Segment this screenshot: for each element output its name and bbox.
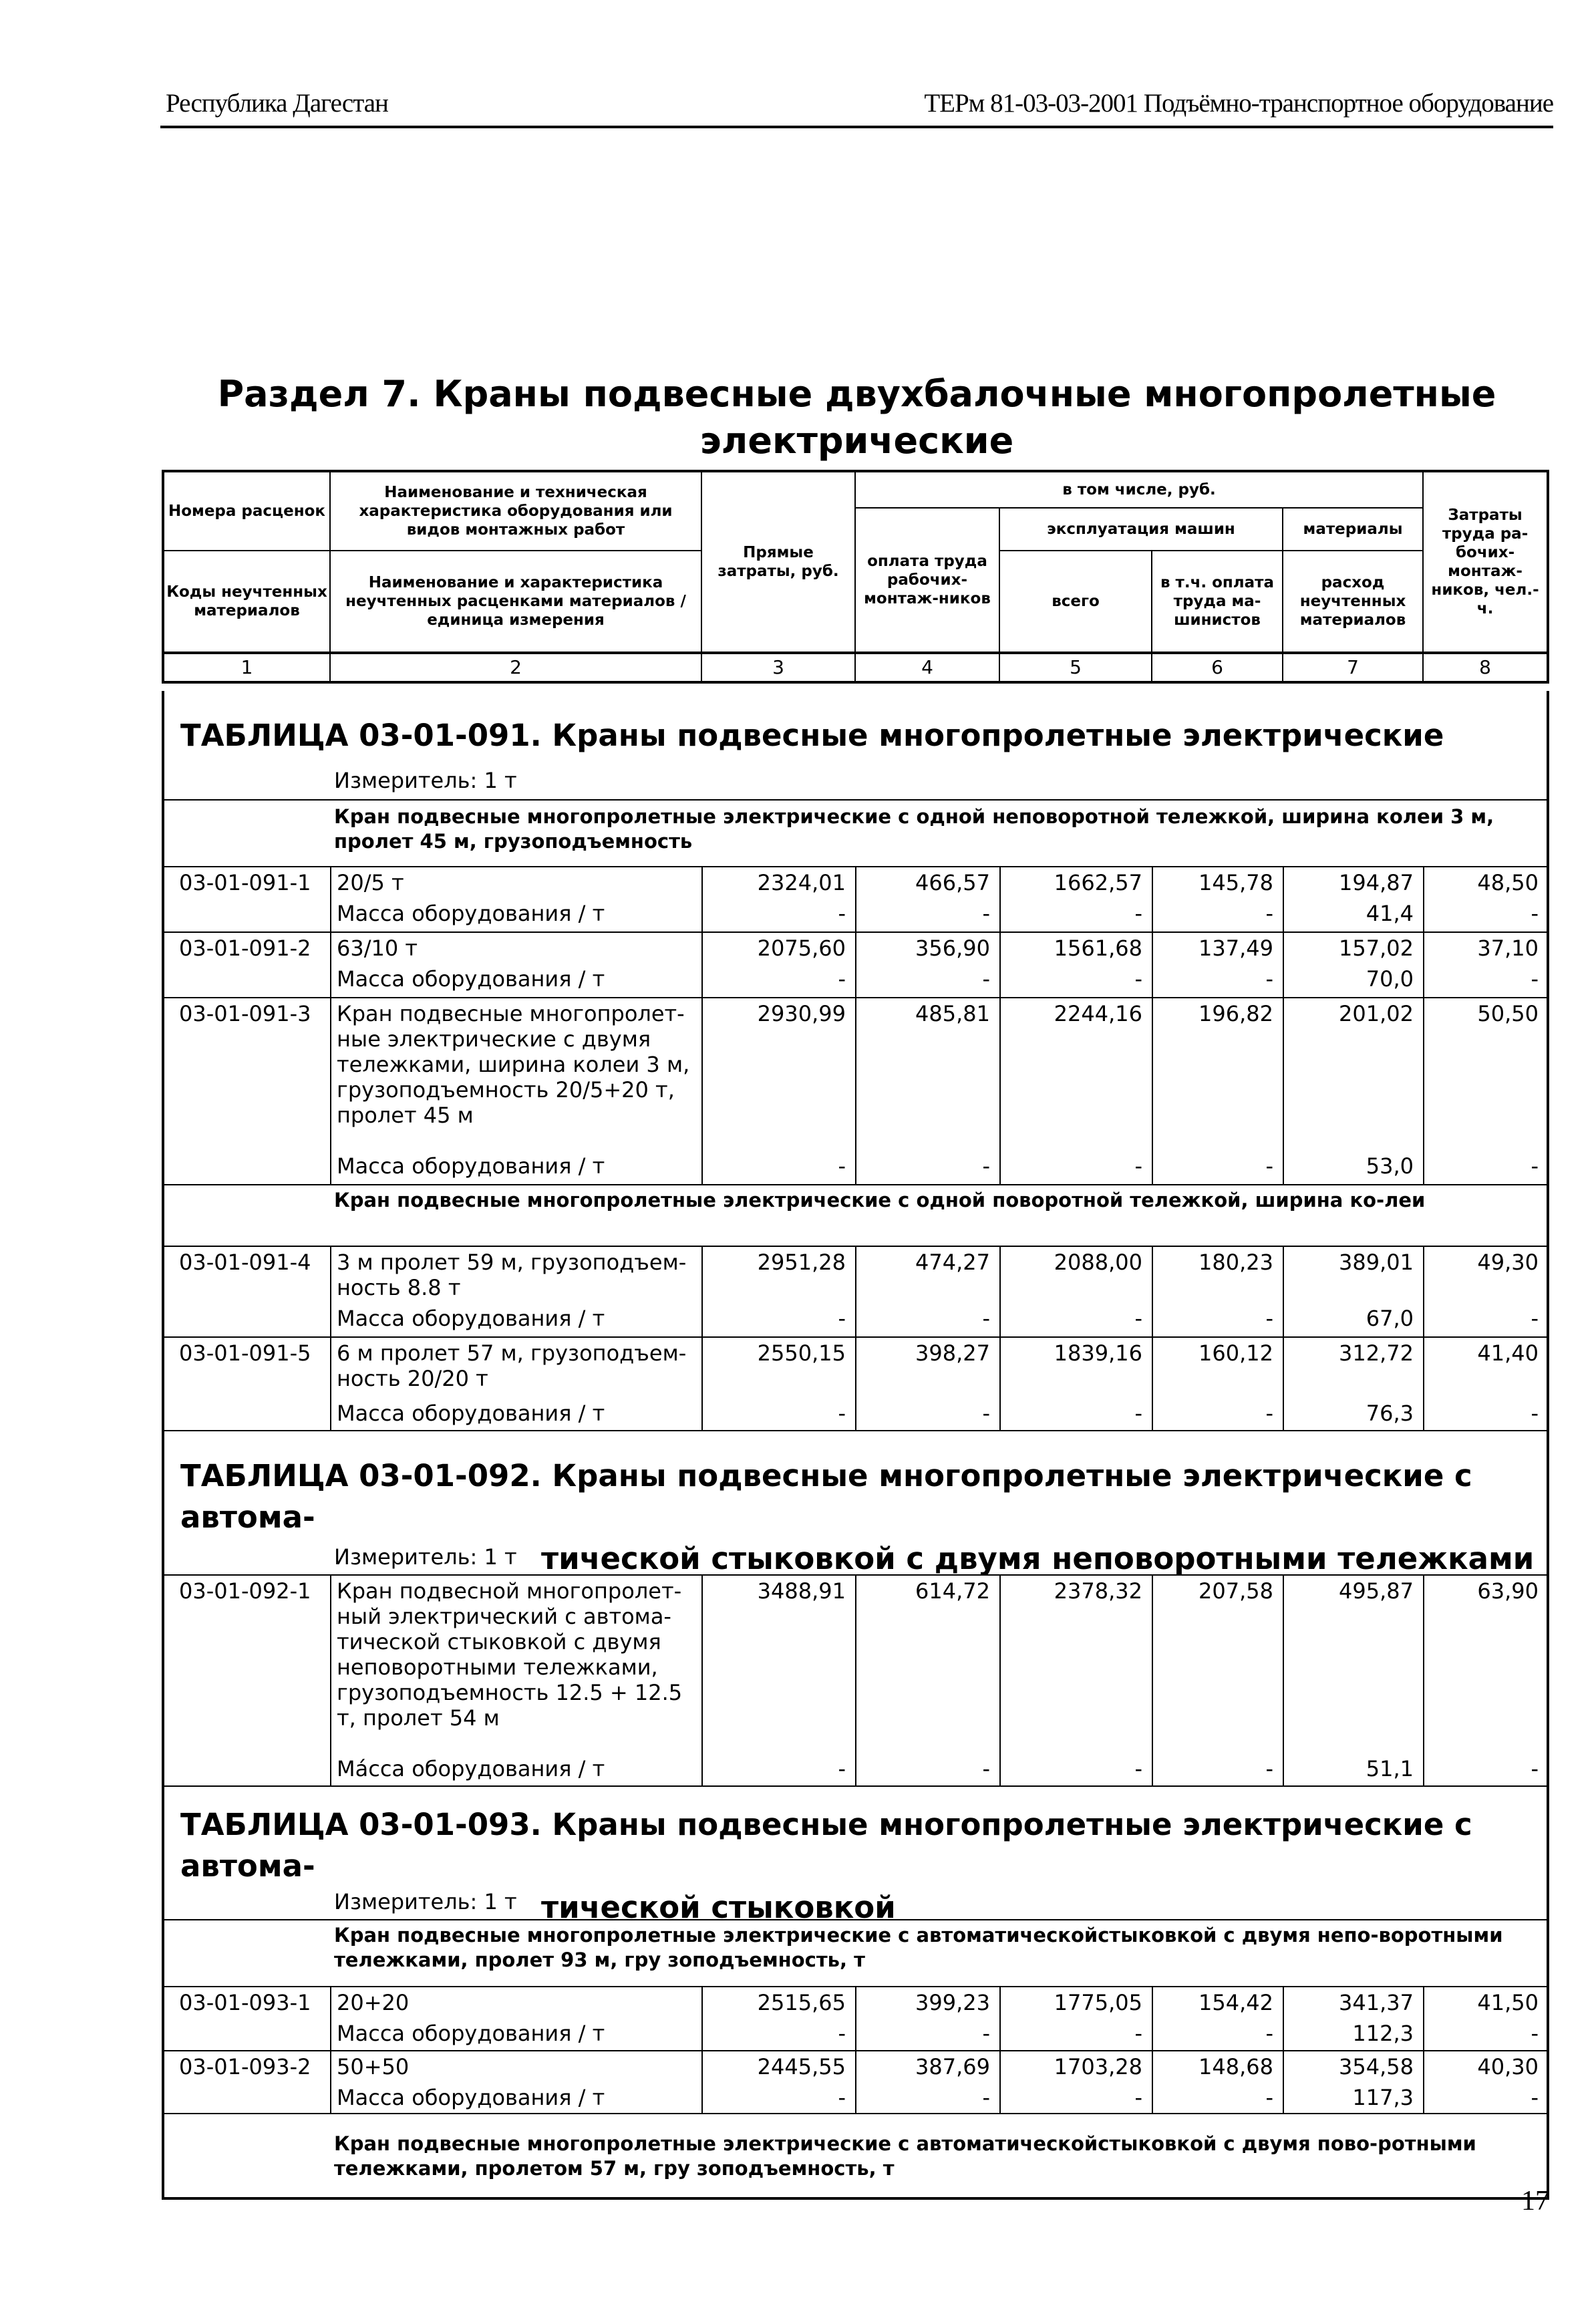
- column-header-table: [162, 470, 1549, 684]
- materials-header: материалы: [1283, 508, 1423, 551]
- dash: -: [1152, 2018, 1283, 2050]
- rate-code: 03-01-091-2: [179, 935, 311, 961]
- rate-name: 6 м пролет 57 м, грузоподъем-ность 20/20 т: [330, 1338, 701, 1398]
- table-row: [163, 1574, 1548, 1753]
- table-row: [163, 1336, 1548, 1398]
- dash: -: [1152, 1753, 1283, 1785]
- dash: -: [701, 964, 855, 997]
- rate-name: Кран подвесные многопролет-ные электрические с двумя тележками, ширина колеи 3 м, грузоподъемность 20/5+20 т, пролет 45 м: [330, 998, 701, 1151]
- table-row: [163, 997, 1548, 1151]
- direct-cost: 2951,28: [701, 1247, 855, 1303]
- col3-header: Прямые затраты, руб.: [701, 471, 855, 653]
- machines-total: 2378,32: [999, 1576, 1152, 1753]
- table-title-line: ТАБЛИЦА 03-01-093. Краны подвесные многопролетные электрические с автома-: [180, 1807, 1472, 1884]
- group-heading: Кран подвесные многопролетные электрические с автоматическойстыковкой с двумя непо-воротными тележками, пролет 93 м, гру зоподъемность, т: [334, 1924, 1503, 1971]
- dash: -: [1423, 2082, 1548, 2113]
- labor-hours: 63,90: [1423, 1576, 1548, 1753]
- col2-top-header: Наименование и техническая характеристика оборудования или видов монтажных работ: [330, 471, 701, 551]
- col1-top-header: Номера расценок: [163, 471, 330, 551]
- machines-total: 1703,28: [999, 2051, 1152, 2082]
- labor-hours: 41,50: [1423, 1987, 1548, 2018]
- labor-pay: 387,69: [855, 2051, 999, 2082]
- dash: -: [701, 1303, 855, 1336]
- materials-cost: 354,58: [1283, 2051, 1423, 2082]
- column-number: 3: [701, 653, 855, 682]
- materials-cost: 201,02: [1283, 998, 1423, 1151]
- rate-code: 03-01-093-1: [179, 1990, 311, 2015]
- machinists-pay: 137,49: [1152, 933, 1283, 964]
- column-number: 6: [1152, 653, 1283, 682]
- dash: -: [999, 2018, 1152, 2050]
- direct-cost: 2324,01: [701, 867, 855, 898]
- materials-cost: 312,72: [1283, 1338, 1423, 1398]
- labor-pay: 485,81: [855, 998, 999, 1151]
- table-row: [163, 1246, 1548, 1303]
- dash: -: [855, 2082, 999, 2113]
- col5-header: всего: [999, 551, 1152, 653]
- mass-row: [163, 1303, 1548, 1336]
- machinists-pay: 207,58: [1152, 1576, 1283, 1753]
- mass-label: Масса оборудования / т: [330, 2082, 701, 2113]
- dash: -: [855, 1151, 999, 1184]
- machines-total: 1839,16: [999, 1338, 1152, 1398]
- col8-header: Затраты труда ра-бочих-монтаж-ников, чел.-ч.: [1423, 471, 1548, 653]
- rate-code: 03-01-091-5: [179, 1340, 311, 1366]
- rate-name: 20/5 т: [330, 867, 701, 898]
- rate-code: 03-01-093-2: [179, 2054, 311, 2079]
- mass-row: [163, 1753, 1548, 1787]
- section-title: Раздел 7. Краны подвесные двухбалочные многопролетные электрические: [217, 373, 1496, 462]
- col1-bottom-header: Коды неучтенных материалов: [163, 551, 330, 653]
- table-title-line: тической стыковкой с двумя неповоротными тележками: [541, 1541, 1535, 1576]
- table-row: [163, 931, 1548, 964]
- table-title-091: ТАБЛИЦА 03-01-091. Краны подвесные многопролетные электрические: [180, 718, 1444, 753]
- measure-091: Измеритель: 1 т: [334, 768, 517, 793]
- measure-093: Измеритель: 1 т: [334, 1889, 517, 1914]
- direct-cost: 2445,55: [701, 2051, 855, 2082]
- rate-name: 50+50: [330, 2051, 701, 2082]
- mass-row: [163, 964, 1548, 997]
- dash: -: [701, 1398, 855, 1430]
- materials-cost: 495,87: [1283, 1576, 1423, 1753]
- column-number: 8: [1423, 653, 1548, 682]
- dash: -: [1423, 1398, 1548, 1430]
- machinists-pay: 148,68: [1152, 2051, 1283, 2082]
- machinists-pay: 145,78: [1152, 867, 1283, 898]
- rate-name: Кран подвесной многопролет-ный электрический с автома-тической стыковкой с двумя неповоротными тележками, грузоподъемность 12.5 + 12.5 т, пролет 54 м: [330, 1576, 701, 1753]
- group-heading: Кран подвесные многопролетные электрические с автоматическойстыковкой с двумя пово-ротными тележками, пролетом 57 м, гру зоподъемность, т: [334, 2132, 1476, 2180]
- rate-name: 20+20: [330, 1987, 701, 2018]
- dash: -: [855, 1753, 999, 1785]
- dash: -: [999, 898, 1152, 931]
- labor-hours: 41,40: [1423, 1338, 1548, 1398]
- direct-cost: 2515,65: [701, 1987, 855, 2018]
- labor-hours: 40,30: [1423, 2051, 1548, 2082]
- divider: [163, 799, 1548, 801]
- mass-row: [163, 1151, 1548, 1184]
- mass-label: Масса оборудования / т: [330, 1398, 701, 1430]
- group-heading: Кран подвесные многопролетные электрические с одной поворотной тележкой, ширина ко-леи: [334, 1189, 1426, 1211]
- labor-pay: 398,27: [855, 1338, 999, 1398]
- mass-label: Масса оборудования / т: [330, 1151, 701, 1184]
- running-header: [160, 86, 1553, 128]
- mass-value: 41,4: [1283, 898, 1423, 931]
- dash: -: [1152, 1398, 1283, 1430]
- labor-pay: 474,27: [855, 1247, 999, 1303]
- col6-header: в т.ч. оплата труда ма-шинистов: [1152, 551, 1283, 653]
- machines-total: 1775,05: [999, 1987, 1152, 2018]
- mass-label: Масса оборудования / т: [330, 898, 701, 931]
- labor-pay: 399,23: [855, 1987, 999, 2018]
- dash: -: [855, 964, 999, 997]
- dash: -: [701, 2082, 855, 2113]
- column-number: 7: [1283, 653, 1423, 682]
- dash: -: [855, 1303, 999, 1336]
- labor-pay: 614,72: [855, 1576, 999, 1753]
- dash: -: [1152, 1151, 1283, 1184]
- dash: -: [999, 2082, 1152, 2113]
- direct-cost: 3488,91: [701, 1576, 855, 1753]
- mass-row: [163, 2018, 1548, 2050]
- mass-row: [163, 1398, 1548, 1431]
- mass-value: 51,1: [1283, 1753, 1423, 1785]
- header-right: ТЕРм 81-03-03-2001 Подъёмно-транспортное оборудование: [924, 89, 1553, 118]
- machinists-pay: 180,23: [1152, 1247, 1283, 1303]
- mass-value: 117,3: [1283, 2082, 1423, 2113]
- machines-total: 2088,00: [999, 1247, 1152, 1303]
- dash: -: [855, 1398, 999, 1430]
- labor-pay: 356,90: [855, 933, 999, 964]
- dash: -: [1152, 964, 1283, 997]
- table-title-line: ТАБЛИЦА 03-01-092. Краны подвесные многопролетные электрические с автома-: [180, 1458, 1472, 1535]
- machinists-pay: 160,12: [1152, 1338, 1283, 1398]
- dash: -: [999, 1303, 1152, 1336]
- mass-value: 70,0: [1283, 964, 1423, 997]
- dash: -: [999, 1398, 1152, 1430]
- dash: -: [1152, 1303, 1283, 1336]
- column-number: 4: [855, 653, 999, 682]
- dash: -: [1152, 898, 1283, 931]
- column-number: 2: [330, 653, 701, 682]
- mass-value: 67,0: [1283, 1303, 1423, 1336]
- labor-hours: 49,30: [1423, 1247, 1548, 1303]
- table-row: [163, 866, 1548, 898]
- materials-cost: 194,87: [1283, 867, 1423, 898]
- divider: [163, 1919, 1548, 1920]
- rate-code: 03-01-092-1: [179, 1578, 311, 1604]
- dash: -: [855, 2018, 999, 2050]
- mass-label: Масса оборудования / т: [330, 2018, 701, 2050]
- column-number: 1: [163, 653, 330, 682]
- table-row: [163, 2050, 1548, 2082]
- dash: -: [999, 1151, 1152, 1184]
- measure-092: Измеритель: 1 т: [334, 1544, 517, 1570]
- header-left: Республика Дагестан: [166, 89, 388, 118]
- direct-cost: 2550,15: [701, 1338, 855, 1398]
- machines-total: 2244,16: [999, 998, 1152, 1151]
- mass-label: Mácca оборудования / т: [330, 1753, 701, 1785]
- rate-code: 03-01-091-3: [179, 1001, 311, 1026]
- mass-value: 53,0: [1283, 1151, 1423, 1184]
- dash: -: [1423, 2018, 1548, 2050]
- mass-value: 112,3: [1283, 2018, 1423, 2050]
- materials-cost: 157,02: [1283, 933, 1423, 964]
- rate-name: 63/10 т: [330, 933, 701, 964]
- column-number: 5: [999, 653, 1152, 682]
- dash: -: [1423, 898, 1548, 931]
- dash: -: [1423, 1303, 1548, 1336]
- dash: -: [701, 1753, 855, 1785]
- divider: [163, 1184, 1548, 1185]
- table-title-line: тической стыковкой: [541, 1890, 896, 1925]
- table-row: [163, 1986, 1548, 2018]
- labor-hours: 48,50: [1423, 867, 1548, 898]
- dash: -: [999, 1753, 1152, 1785]
- machines-total: 1561,68: [999, 933, 1152, 964]
- rate-name: 3 м пролет 59 м, грузоподъем-ность 8.8 т: [330, 1247, 701, 1303]
- direct-cost: 2930,99: [701, 998, 855, 1151]
- rate-code: 03-01-091-4: [179, 1250, 311, 1275]
- dash: -: [1152, 2082, 1283, 2113]
- mass-row: [163, 2082, 1548, 2114]
- dash: -: [701, 2018, 855, 2050]
- mass-value: 76,3: [1283, 1398, 1423, 1430]
- labor-pay: 466,57: [855, 867, 999, 898]
- dash: -: [1423, 964, 1548, 997]
- labor-hours: 37,10: [1423, 933, 1548, 964]
- materials-cost: 341,37: [1283, 1987, 1423, 2018]
- col7-header: расход неучтенных материалов: [1283, 551, 1423, 653]
- machinists-pay: 196,82: [1152, 998, 1283, 1151]
- materials-cost: 389,01: [1283, 1247, 1423, 1303]
- dash: -: [855, 898, 999, 931]
- machines-header: эксплуатация машин: [999, 508, 1283, 551]
- col4-header: оплата труда рабочих-монтаж-ников: [855, 508, 999, 653]
- incl-header: в том числе, руб.: [855, 471, 1423, 508]
- labor-hours: 50,50: [1423, 998, 1548, 1151]
- mass-row: [163, 898, 1548, 931]
- mass-label: Масса оборудования / т: [330, 964, 701, 997]
- dash: -: [1423, 1753, 1548, 1785]
- dash: -: [1423, 1151, 1548, 1184]
- col2-bottom-header: Наименование и характеристика неучтенных расценками материалов / единица измерения: [330, 551, 701, 653]
- dash: -: [701, 898, 855, 931]
- machinists-pay: 154,42: [1152, 1987, 1283, 2018]
- rate-code: 03-01-091-1: [179, 870, 311, 895]
- direct-cost: 2075,60: [701, 933, 855, 964]
- dash: -: [701, 1151, 855, 1184]
- machines-total: 1662,57: [999, 867, 1152, 898]
- group-heading: Кран подвесные многопролетные электрические с одной неповоротной тележкой, ширина колеи 3 м, пролет 45 м, грузоподъемность: [334, 805, 1494, 853]
- dash: -: [999, 964, 1152, 997]
- mass-label: Масса оборудования / т: [330, 1303, 701, 1336]
- page-number: 17: [1521, 2186, 1549, 2216]
